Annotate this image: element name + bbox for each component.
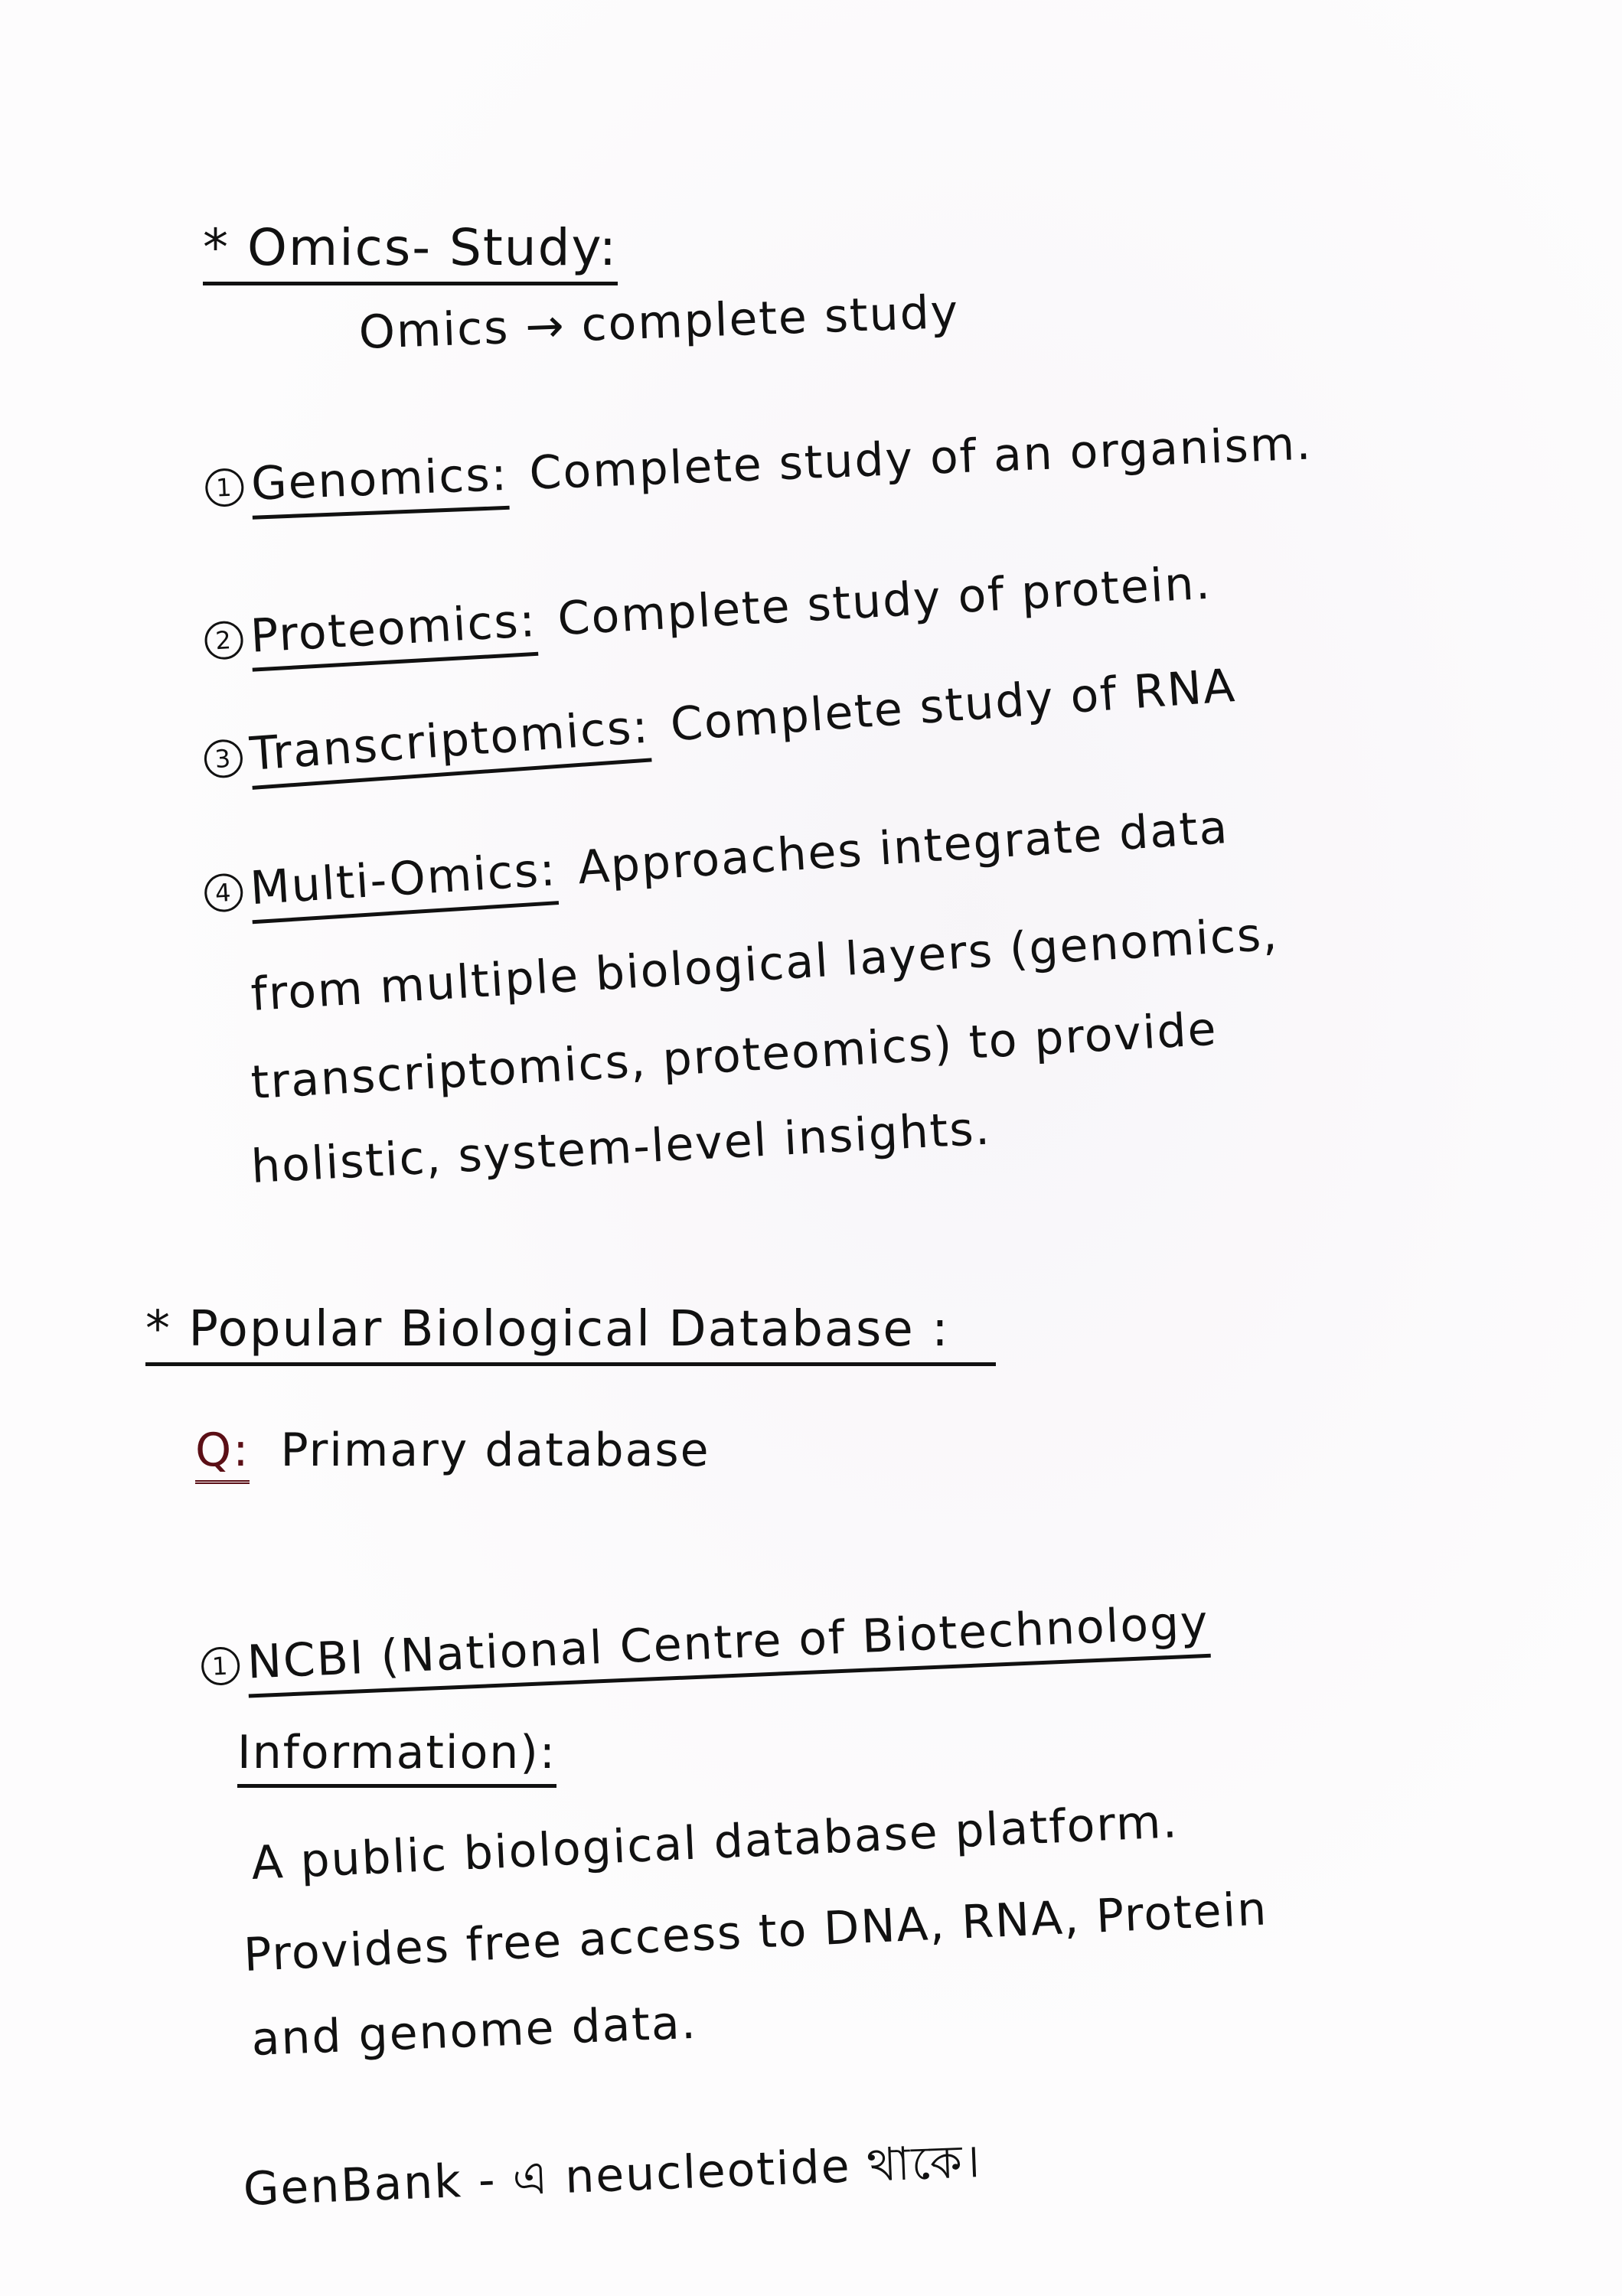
- question-label: Q:: [195, 1424, 250, 1484]
- ncbi-desc-3: and genome data.: [250, 1995, 698, 2066]
- omics-study-heading: [203, 218, 618, 285]
- genbank-note: GenBank - এ neucleotide থাকে।: [242, 2135, 983, 2217]
- list-item-transcriptomics: [202, 659, 1238, 793]
- term-genomics: Genomics:: [250, 448, 510, 520]
- term-proteomics: Proteomics:: [249, 594, 538, 672]
- heading-text: * Omics- Study:: [203, 218, 618, 285]
- list-item-proteomics: [203, 556, 1212, 674]
- ncbi-title-line2: Information):: [237, 1726, 556, 1788]
- ncbi-title-line1: NCBI (National Centre of Biotechnology: [246, 1596, 1211, 1698]
- number-badge: 4: [204, 872, 244, 913]
- term-transcriptomics: Transcriptomics:: [248, 700, 651, 790]
- list-item-ncbi: [201, 1596, 1211, 1700]
- ncbi-desc-2: Provides free access to DNA, RNA, Protein: [242, 1882, 1269, 1982]
- question-line: [195, 1424, 710, 1484]
- number-badge: 1: [204, 468, 244, 508]
- multi-omics-continuation-3: holistic, system-level insights.: [250, 1101, 993, 1194]
- term-multi-omics: Multi-Omics:: [249, 843, 559, 924]
- number-badge: 3: [203, 739, 243, 779]
- popular-database-heading: [145, 1301, 996, 1366]
- desc-genomics: Complete study of an organism.: [528, 416, 1314, 501]
- desc-multi-omics: Approaches integrate data: [576, 800, 1231, 895]
- desc-proteomics: Complete study of protein.: [556, 556, 1213, 647]
- list-item-genomics: [204, 417, 1314, 521]
- list-item-multi-omics: [203, 801, 1231, 927]
- heading-text: * Popular Biological Database :: [145, 1301, 996, 1366]
- multi-omics-continuation-1: from multiple biological layers (genomics,: [249, 907, 1280, 1022]
- multi-omics-continuation-2: transcriptomics, proteomics) to provide: [250, 1002, 1219, 1110]
- desc-transcriptomics: Complete study of RNA: [668, 658, 1238, 752]
- number-badge: 1: [201, 1646, 240, 1686]
- number-badge: 2: [204, 621, 244, 661]
- question-text: Primary database: [280, 1424, 710, 1477]
- ncbi-title-line2-wrap: [237, 1726, 556, 1788]
- ncbi-desc-1: A public biological database platform.: [250, 1795, 1180, 1890]
- omics-definition: Omics → complete study: [357, 285, 961, 360]
